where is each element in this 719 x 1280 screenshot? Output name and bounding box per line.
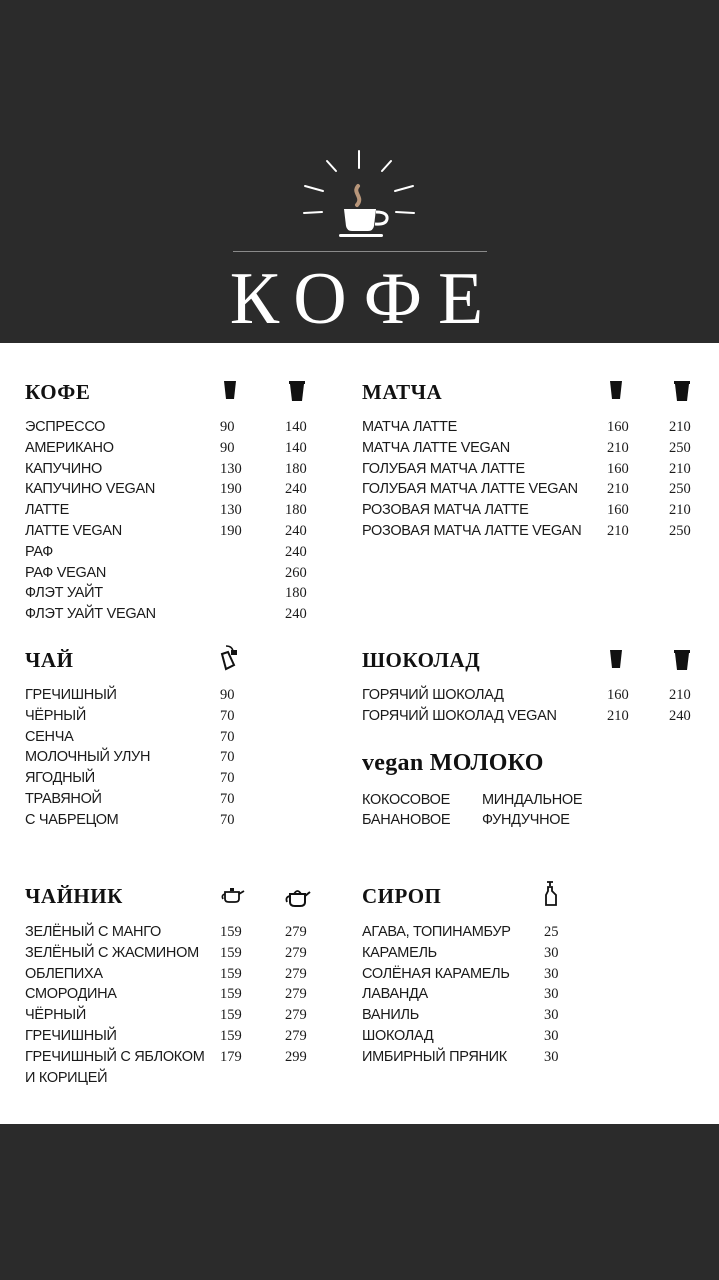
- coffee-cup-logo-icon: [300, 148, 420, 244]
- large-cup-icon: [289, 381, 305, 406]
- menu-item-name: МОЛОЧНЫЙ УЛУН: [25, 749, 151, 766]
- menu-item-name: ЛАТТЕ: [25, 502, 69, 519]
- menu-item-name: АГАВА, ТОПИНАМБУР: [362, 924, 511, 940]
- menu-item-price: 70: [220, 770, 235, 787]
- menu-item-price-large: 299: [285, 1048, 307, 1065]
- menu-item-price: 160: [607, 419, 629, 435]
- menu-item-price: 70: [220, 728, 235, 745]
- small-cup-icon: [224, 381, 236, 404]
- menu-item-price-large: 210: [669, 460, 691, 477]
- menu-item-price-large: 260: [285, 564, 307, 581]
- large-cup-icon: [674, 381, 690, 406]
- menu-item-price-large: 279: [285, 965, 307, 982]
- menu-item-name: КАРАМЕЛЬ: [362, 944, 437, 961]
- menu-item-price-large: 240: [285, 543, 307, 560]
- menu-item-price-large: 250: [669, 523, 691, 539]
- menu-item-name: ЧЁРНЫЙ: [25, 707, 86, 724]
- menu-item-name: КАПУЧИНО: [25, 460, 103, 477]
- menu-item-price: 159: [220, 924, 242, 940]
- menu-item-price: 90: [220, 419, 235, 435]
- menu-item-price-large: 279: [285, 1007, 307, 1024]
- section-title-teapot: ЧАЙНИК: [25, 884, 123, 908]
- menu-item-name: ГОЛУБАЯ МАТЧА ЛАТТЕ VEGAN: [362, 481, 578, 498]
- menu-item-name: МАТЧА ЛАТТЕ: [362, 419, 457, 435]
- menu-item-name: ЯГОДНЫЙ: [25, 770, 95, 787]
- menu-item-name: СМОРОДИНА: [25, 986, 117, 1003]
- menu-item-price: 160: [607, 460, 629, 477]
- menu-item-price: 210: [607, 439, 629, 456]
- menu-item-name: ЭСПРЕССО: [25, 419, 106, 435]
- milk-option: КОКОСОВОЕ: [362, 792, 450, 808]
- menu-item-name: АМЕРИКАНО: [25, 439, 114, 456]
- menu-item-price-large: 240: [285, 606, 307, 623]
- menu-item-price-large: 180: [285, 460, 307, 477]
- menu-item-name: РОЗОВАЯ МАТЧА ЛАТТЕ: [362, 502, 529, 519]
- menu-item-price: 130: [220, 502, 242, 519]
- menu-item-price: 190: [220, 523, 242, 539]
- menu-item-price: 160: [607, 502, 629, 519]
- menu-item-price: 70: [220, 791, 235, 807]
- menu-item-price: 30: [544, 944, 559, 961]
- tea-bag-icon: [220, 645, 240, 676]
- menu-item-price: 90: [220, 687, 235, 703]
- menu-item-price-large: 250: [669, 481, 691, 498]
- syrup-bottle-icon: [544, 881, 558, 912]
- menu-item-name: ОБЛЕПИХА: [25, 965, 103, 982]
- small-teapot-icon: [221, 887, 245, 908]
- menu-item-price-large: 250: [669, 439, 691, 456]
- menu-item-name: С ЧАБРЕЦОМ: [25, 811, 119, 828]
- menu-item-name: ГРЕЧИШНЫЙ: [25, 1028, 117, 1044]
- menu-item-name: ЗЕЛЁНЫЙ С ЖАСМИНОМ: [25, 944, 199, 961]
- menu-item-price-large: 140: [285, 439, 307, 456]
- menu-item-price: 30: [544, 1007, 559, 1024]
- menu-item-price: 30: [544, 965, 559, 982]
- menu-item-name: ФЛЭТ УАЙТ VEGAN: [25, 606, 156, 623]
- menu-item-price-large: 240: [285, 481, 307, 498]
- menu-item-name: РОЗОВАЯ МАТЧА ЛАТТЕ VEGAN: [362, 523, 582, 539]
- large-cup-icon: [674, 650, 690, 675]
- menu-item-price: 30: [544, 1048, 559, 1065]
- menu-item-name: ФЛЭТ УАЙТ: [25, 585, 103, 602]
- menu-item-name: ГОРЯЧИЙ ШОКОЛАД VEGAN: [362, 707, 557, 724]
- menu-item-name: РАФ VEGAN: [25, 564, 107, 581]
- menu-item-price: 70: [220, 749, 235, 766]
- menu-item-name: ШОКОЛАД: [362, 1028, 434, 1044]
- menu-item-price: 159: [220, 1007, 242, 1024]
- menu-item-price: 190: [220, 481, 242, 498]
- menu-item-name: ЧЁРНЫЙ: [25, 1007, 86, 1024]
- menu-item-price: 210: [607, 707, 629, 724]
- section-title-matcha: МАТЧА: [362, 380, 443, 404]
- milk-option: МИНДАЛЬНОЕ: [482, 792, 583, 808]
- menu-item-name: ЛАВАНДА: [362, 986, 428, 1003]
- menu-item-price: 159: [220, 1028, 242, 1044]
- menu-item-price: 210: [607, 481, 629, 498]
- menu-item-name: КАПУЧИНО VEGAN: [25, 481, 156, 498]
- menu-item-price-large: 279: [285, 986, 307, 1003]
- menu-item-name: МАТЧА ЛАТТЕ VEGAN: [362, 439, 510, 456]
- menu-item-price: 179: [220, 1048, 242, 1065]
- menu-item-price: 159: [220, 965, 242, 982]
- menu-item-price: 70: [220, 811, 235, 828]
- menu-item-price-large: 240: [285, 523, 307, 539]
- section-title-vegan-milk: vegan МОЛОКО: [362, 750, 544, 776]
- menu-item-name: ЛАТТЕ VEGAN: [25, 523, 122, 539]
- menu-item-price-large: 140: [285, 419, 307, 435]
- menu-item-name: СЕНЧА: [25, 728, 74, 745]
- section-title-tea: ЧАЙ: [25, 648, 74, 672]
- menu-item-price: 159: [220, 986, 242, 1003]
- page-title: КОФЕ: [229, 258, 500, 340]
- menu-item-price-large: 210: [669, 502, 691, 519]
- milk-option: БАНАНОВОЕ: [362, 812, 451, 828]
- menu-item-price-large: 279: [285, 924, 307, 940]
- small-cup-icon: [610, 650, 622, 673]
- menu-item-price: 30: [544, 1028, 559, 1044]
- section-title-chocolate: ШОКОЛАД: [362, 648, 481, 672]
- section-title-coffee: КОФЕ: [25, 380, 91, 404]
- menu-item-name: ГОЛУБАЯ МАТЧА ЛАТТЕ: [362, 460, 525, 477]
- menu-item-name: ТРАВЯНОЙ: [25, 791, 102, 807]
- menu-item-name: СОЛЁНАЯ КАРАМЕЛЬ: [362, 965, 510, 982]
- menu-item-name: И КОРИЦЕЙ: [25, 1069, 108, 1086]
- header-divider: [233, 251, 487, 252]
- menu-item-name: ГОРЯЧИЙ ШОКОЛАД: [362, 687, 504, 703]
- menu-item-name: ЗЕЛЁНЫЙ С МАНГО: [25, 924, 161, 940]
- menu-item-price: 210: [607, 523, 629, 539]
- menu-item-price: 70: [220, 707, 235, 724]
- menu-item-price-large: 240: [669, 707, 691, 724]
- menu-item-price: 25: [544, 924, 559, 940]
- menu-item-price-large: 180: [285, 585, 307, 602]
- menu-item-name: ГРЕЧИШНЫЙ: [25, 687, 117, 703]
- milk-option: ФУНДУЧНОЕ: [482, 812, 570, 828]
- menu-item-price-large: 180: [285, 502, 307, 519]
- menu-board: [0, 343, 719, 1124]
- large-teapot-icon: [285, 887, 311, 912]
- menu-item-price: 159: [220, 944, 242, 961]
- menu-item-price-large: 210: [669, 419, 691, 435]
- section-title-syrup: СИРОП: [362, 884, 442, 908]
- menu-item-price: 130: [220, 460, 242, 477]
- header-banner: [0, 0, 719, 343]
- menu-item-price-large: 279: [285, 944, 307, 961]
- menu-item-name: ГРЕЧИШНЫЙ С ЯБЛОКОМ: [25, 1048, 205, 1065]
- small-cup-icon: [610, 381, 622, 404]
- footer-bar: [0, 1124, 719, 1280]
- menu-item-price: 90: [220, 439, 235, 456]
- menu-item-price: 30: [544, 986, 559, 1003]
- menu-item-price: 160: [607, 687, 629, 703]
- menu-item-price-large: 210: [669, 687, 691, 703]
- menu-item-name: РАФ: [25, 543, 54, 560]
- menu-item-price-large: 279: [285, 1028, 307, 1044]
- menu-item-name: ВАНИЛЬ: [362, 1007, 419, 1024]
- menu-item-name: ИМБИРНЫЙ ПРЯНИК: [362, 1048, 507, 1065]
